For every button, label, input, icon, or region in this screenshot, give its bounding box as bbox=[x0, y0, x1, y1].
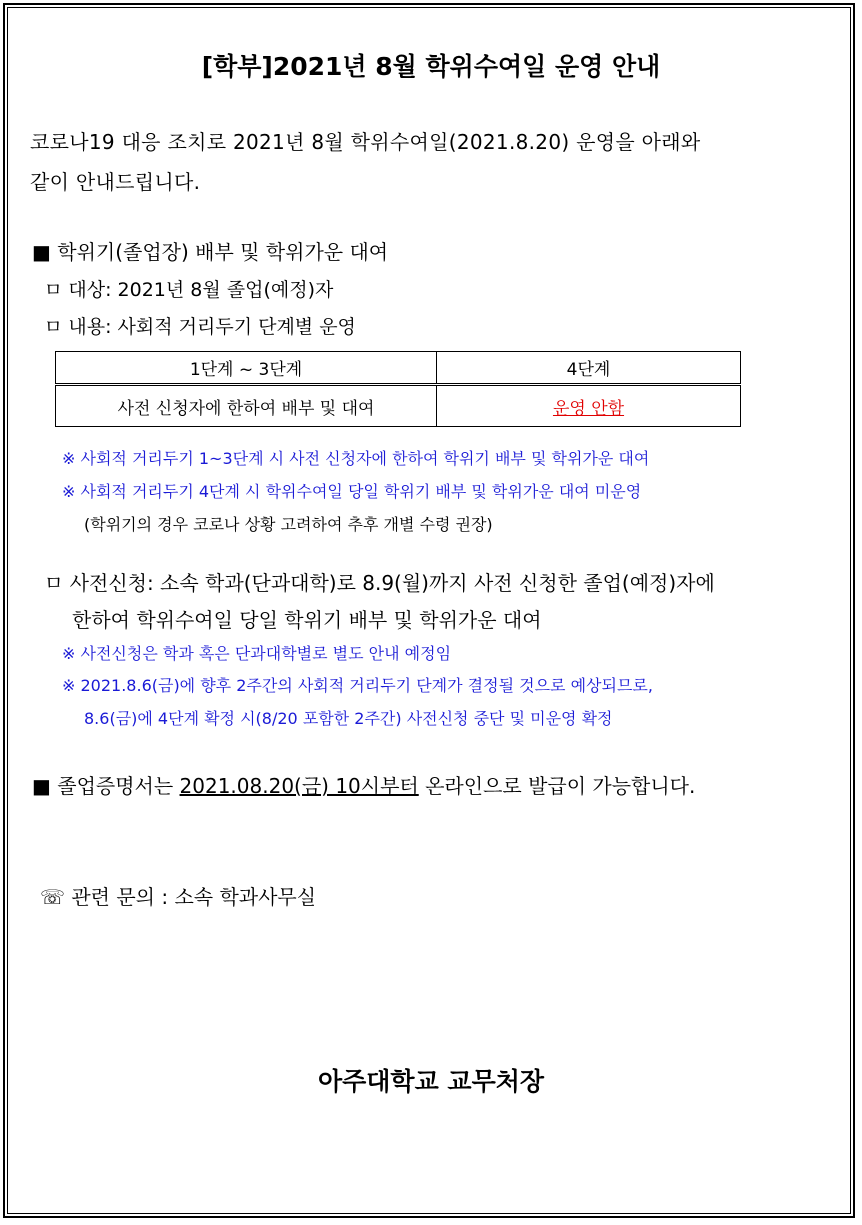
intro-line-2: 같이 안내드립니다. bbox=[30, 170, 201, 194]
table-row bbox=[56, 385, 741, 427]
section1-heading: ■ 학위기(졸업장) 배부 및 학위가운 대여 bbox=[32, 240, 389, 264]
table-header-cell: 1단계 ~ 3단계 bbox=[56, 352, 437, 385]
content-line: ㅁ 내용: 사회적 거리두기 단계별 운영 bbox=[44, 316, 356, 338]
preapply-line-1: ㅁ 사전신청: 소속 학과(단과대학)로 8.9(월)까지 사전 신청한 졸업(예정)자에 bbox=[44, 571, 715, 595]
certificate-suffix: 온라인으로 발급이 가능합니다. bbox=[418, 774, 696, 798]
intro-line-1: 코로나19 대응 조치로 2021년 8월 학위수여일(2021.8.20) 운영을 아래와 bbox=[30, 130, 701, 154]
target-line: ㅁ 대상: 2021년 8월 졸업(예정)자 bbox=[44, 279, 334, 301]
preapply-note-2: ※ 2021.8.6(금)에 향후 2주간의 사회적 거리두기 단계가 결정될 것으로 예상되므로, bbox=[62, 676, 653, 695]
certificate-date: 2021.08.20(금) 10시부터 bbox=[179, 774, 419, 798]
preapply-note-2-cont: 8.6(금)에 4단계 확정 시(8/20 포함한 2주간) 사전신청 중단 및 미운영 확정 bbox=[84, 709, 613, 728]
preapply-line-2: 한하여 학위수여일 당일 학위기 배부 및 학위가운 대여 bbox=[72, 608, 542, 632]
table-cell: 사전 신청자에 한하여 배부 및 대여 bbox=[56, 385, 437, 427]
not-operated-label: 운영 안함 bbox=[552, 398, 625, 419]
note-stage-4: ※ 사회적 거리두기 4단계 시 학위수여일 당일 학위기 배부 및 학위가운 대여 미운영 bbox=[62, 482, 642, 501]
certificate-line bbox=[32, 770, 695, 799]
stage-table bbox=[55, 351, 741, 427]
table-header-row bbox=[56, 352, 741, 385]
note-stage-1-3: ※ 사회적 거리두기 1~3단계 시 사전 신청자에 한하여 학위기 배부 및 학위가운 대여 bbox=[62, 449, 650, 468]
table-cell bbox=[437, 385, 741, 427]
note-paren: (학위기의 경우 코로나 상황 고려하여 추후 개별 수령 권장) bbox=[84, 515, 493, 534]
contact-line: ☏ 관련 문의 : 소속 학과사무실 bbox=[40, 885, 317, 909]
signature: 아주대학교 교무처장 bbox=[317, 1067, 545, 1096]
table-header-cell: 4단계 bbox=[437, 352, 741, 385]
page-title: [학부]2021년 8월 학위수여일 운영 안내 bbox=[201, 52, 661, 81]
preapply-note-1: ※ 사전신청은 학과 혹은 단과대학별로 별도 안내 예정임 bbox=[62, 644, 452, 663]
certificate-prefix: ■ 졸업증명서는 bbox=[32, 774, 180, 798]
